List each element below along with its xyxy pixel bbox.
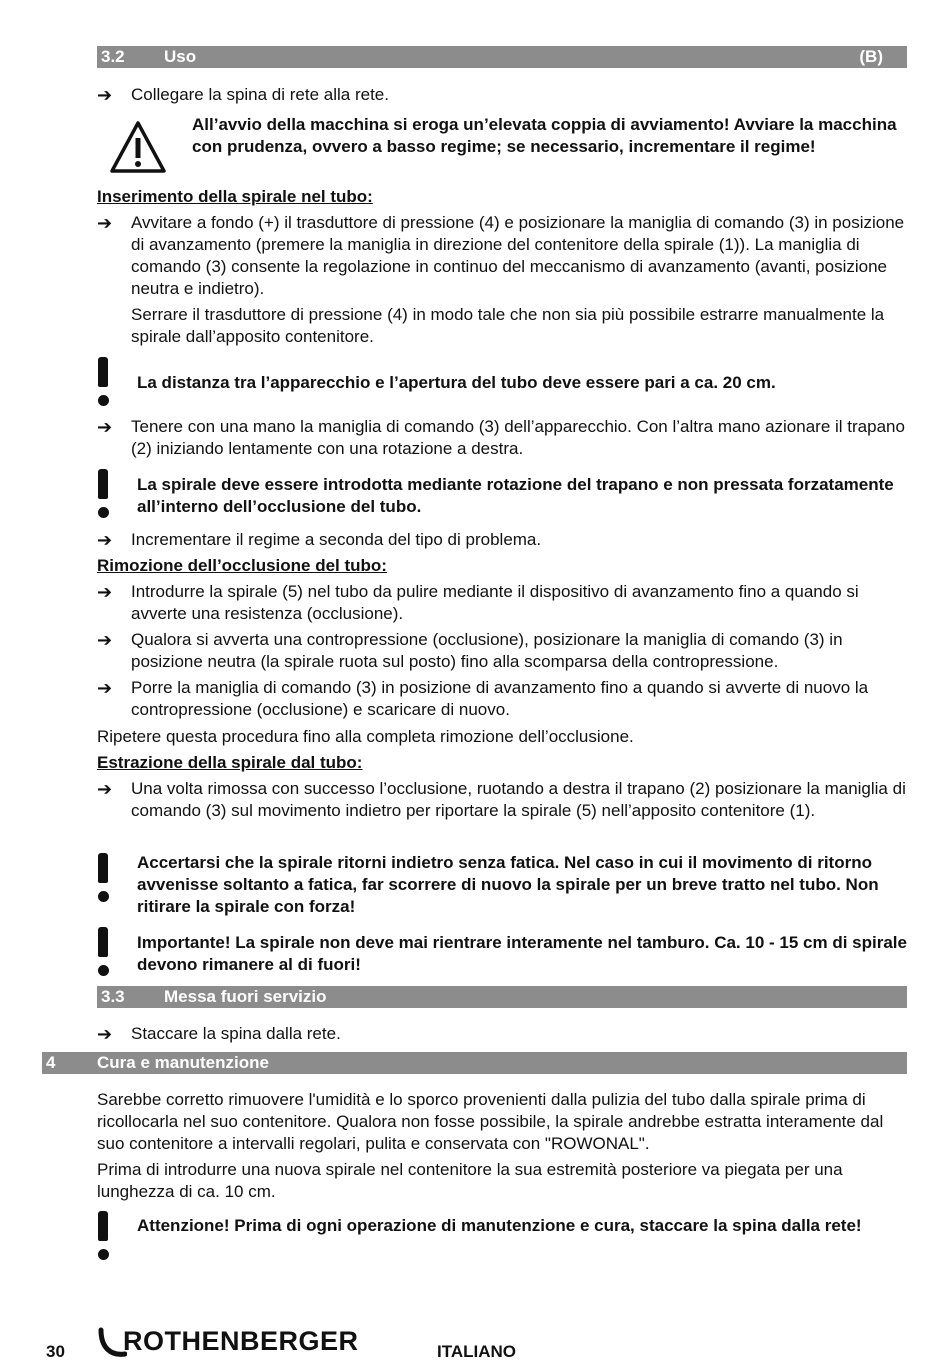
brand-logo bbox=[97, 1322, 359, 1362]
section-tag: (B) bbox=[859, 47, 883, 66]
language-label: ITALIANO bbox=[437, 1342, 517, 1361]
list-item: ➔ Collegare la spina di rete alla rete. bbox=[97, 85, 389, 105]
subheading-insertion: Inserimento della spirale nel tubo: bbox=[97, 187, 373, 206]
arrow-right-icon: ➔ bbox=[97, 85, 113, 105]
note-text: La distanza tra l’apparecchio e l’apertura del tubo deve essere pari a ca. 20 cm. bbox=[137, 373, 776, 392]
paragraph: Prima di introdurre una nuova spirale nel contenitore la sua estremità posteriore va piegata per una lunghezza di ca. 10 cm. bbox=[97, 1160, 843, 1201]
note-text: Accertarsi che la spirale ritorni indietro senza fatica. Nel caso in cui il movimento di ritorno avvenisse soltanto a fatica, far scorrere di nuovo la spirale per un breve tratto nel tubo. Non ritirare la spirale con forza! bbox=[137, 853, 879, 916]
arrow-right-icon: ➔ bbox=[97, 530, 113, 550]
arrow-right-icon: ➔ bbox=[97, 213, 113, 233]
list-item: ➔ Tenere con una mano la maniglia di comando (3) dell’apparecchio. Con l’altra mano azionare il trapano (2) iniziando lentamente con una rotazione a destra. bbox=[97, 417, 905, 458]
arrow-right-icon: ➔ bbox=[97, 582, 113, 602]
note-text: La spirale deve essere introdotta mediante rotazione del trapano e non pressata forzatamente all’interno dell’occlusione del tubo. bbox=[137, 475, 894, 516]
list-item: ➔ Introdurre la spirale (5) nel tubo da pulire mediante il dispositivo di avanzamento fino a quando si avverte una resistenza (occlusione). bbox=[97, 582, 859, 623]
warning-triangle-icon bbox=[109, 120, 167, 174]
section-title: Cura e manutenzione bbox=[97, 1053, 269, 1072]
note-text: Importante! La spirale non deve mai rientrare interamente nel tamburo. Ca. 10 - 15 cm di spirale devono rimanere al di fuori! bbox=[137, 933, 907, 974]
section-title: Messa fuori servizio bbox=[164, 987, 327, 1006]
list-item: ➔ Incrementare il regime a seconda del tipo di problema. bbox=[97, 530, 542, 550]
list-item: ➔ Staccare la spina dalla rete. bbox=[97, 1024, 341, 1044]
page-number: 30 bbox=[46, 1342, 65, 1361]
section-bar-3-2 bbox=[97, 46, 907, 68]
brand-name: ROTHENBERGER bbox=[123, 1326, 359, 1356]
subheading-extraction: Estrazione della spirale dal tubo: bbox=[97, 753, 363, 772]
section-bar-4 bbox=[42, 1052, 907, 1074]
paragraph: Sarebbe corretto rimuovere l'umidità e lo sporco provenienti dalla pulizia del tubo dalla spirale prima di ricollocarla nel suo contenitore. Qualora non fosse possibile, la spirale andrebbe estratta interamente dal suo contenitore a intervalli regolari, pulita e conservata con "ROWONAL". bbox=[97, 1090, 884, 1153]
list-item: ➔ Avvitare a fondo (+) il trasduttore di pressione (4) e posizionare la maniglia di comando (3) in posizione di avanzamento (premere la maniglia in direzione del contenitore della spirale (1)). La maniglia di comando (3) consente la regolazione in continuo del meccanismo di avanzamento (avanti, posizione neutra e indietro). bbox=[97, 213, 905, 298]
arrow-right-icon: ➔ bbox=[97, 1024, 113, 1044]
section-title: Uso bbox=[164, 47, 197, 66]
list-item: ➔ Porre la maniglia di comando (3) in posizione di avanzamento fino a quando si avverte di nuovo la contropressione (occlusione) e scaricare di nuovo. bbox=[97, 678, 869, 719]
section-bar-3-3 bbox=[97, 986, 907, 1008]
section-number: 3.3 bbox=[101, 987, 125, 1006]
paragraph: Ripetere questa procedura fino alla completa rimozione dell’occlusione. bbox=[97, 727, 634, 746]
section-number: 4 bbox=[46, 1053, 56, 1072]
arrow-right-icon: ➔ bbox=[97, 779, 113, 799]
list-item: ➔ Qualora si avverta una contropressione (occlusione), posizionare la maniglia di comando (3) in posizione neutra (la spirale ruota sul posto) fino alla scomparsa della contropressione. bbox=[97, 630, 843, 671]
arrow-right-icon: ➔ bbox=[97, 630, 113, 650]
warning-text: All’avvio della macchina si eroga un’elevata coppia di avviamento! Avviare la macchina con prudenza, ovvero a basso regime; se necessario, incrementare il regime! bbox=[192, 115, 897, 156]
arrow-right-icon: ➔ bbox=[97, 417, 113, 437]
arrow-right-icon: ➔ bbox=[97, 678, 113, 698]
list-item: ➔ Una volta rimossa con successo l’occlusione, ruotando a destra il trapano (2) posizionare la maniglia di comando (3) sul movimento indietro per riportare la spirale (5) nell’apposito contenitore (1). bbox=[97, 779, 906, 820]
subheading-removal: Rimozione dell’occlusione del tubo: bbox=[97, 556, 387, 575]
section-number: 3.2 bbox=[101, 47, 125, 66]
paragraph: Serrare il trasduttore di pressione (4) in modo tale che non sia più possibile estrarre manualmente la spirale dall’apposito contenitore. bbox=[131, 305, 885, 346]
note-text: Attenzione! Prima di ogni operazione di manutenzione e cura, staccare la spina dalla rete! bbox=[137, 1216, 862, 1235]
